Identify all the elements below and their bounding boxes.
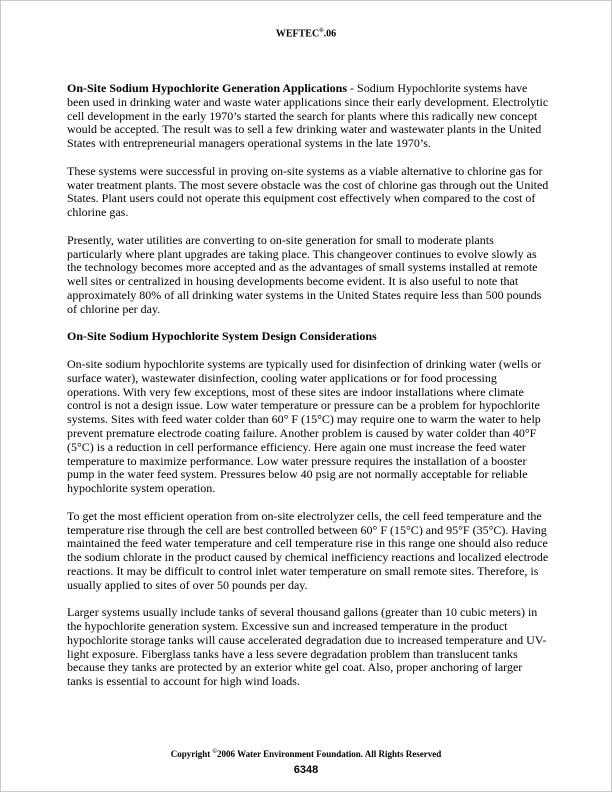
paragraph-generation-applications <box>67 82 550 151</box>
paragraph-larger-systems: Larger systems usually include tanks of several thousand gallons (greater than 10 cubic meters) in the hypochlorite generation system. Excessive sun and increased temperature in the product hypochlorite storage tanks will cause accelerated degradation due to increased temperature and UV-light exposure. Fiberglass tanks have a less severe degradation problem than translucent tanks because they tanks are protected by an exterior white gel coat. Also, proper anchoring of larger tanks is essential to account for high wind loads. <box>67 605 547 689</box>
copyright-text: 2006 Water Environment Foundation. All Rights Reserved <box>216 749 442 759</box>
header-brand: WEFTEC <box>275 28 320 40</box>
copyright-line <box>1 747 611 759</box>
header-edition: .06 <box>323 28 337 40</box>
page-footer <box>1 747 611 776</box>
paragraph-typical-uses: On-site sodium hypochlorite systems are typically used for disinfection of drinking water (wells or surface water), wastewater disinfection, cooling water applications or for food processing operations. With very few exceptions, most of these sites are indoor installations where climate control is not a design issue. Low water temperature or pressure can be a problem for hypochlorite systems. Sites with feed water colder than 60° F (15°C) may require one to warm the water to help prevent premature electrode coating failure. Another problem is caused by water colder than 40°F (5°C) is a reduction in cell performance efficiency. Here again one must increase the feed water temperature to maximize performance. Low water pressure requires the installation of a booster pump in the water feed system. Pressures below 40 psig are not normally acceptable for reliable hypochlorite system operation. <box>67 356 542 496</box>
paragraph-lead-in-text: - Sodium Hypochlorite systems have been used in drinking water and waste water applications since their early development. Electrolytic cell development in the early 1970’s started the search for plants where this radically new concept would be accepted. The result was to sell a few drinking water and wastewater plants in the United States with entrepreneurial managers operational systems in the late 1970’s. <box>67 81 549 151</box>
registered-trademark-symbol: ® <box>319 28 324 34</box>
paragraph-systems-successful: These systems were successful in proving on-site systems as a viable alternative to chlorine gas for water treatment plants. The most severe obstacle was the cost of chlorine gas through out the United States. Plant users could not operate this equipment cost effectively when compared to the cost of chlorine gas. <box>67 163 549 220</box>
copyright-symbol: © <box>212 749 217 755</box>
copyright-prefix: Copyright <box>170 749 213 759</box>
page-number: 6348 <box>293 764 319 776</box>
document-body <box>67 82 550 703</box>
section-heading-design-considerations: On-Site Sodium Hypochlorite System Design Considerations <box>67 329 377 344</box>
paragraph-efficient-operation: To get the most efficient operation from on-site electrolyzer cells, the cell feed temperature and the temperature rise through the cell are best controlled between 60° F (15°C) and 95°F (35°C). Having maintained the feed water temperature and cell temperature rise in this range one should also reduce the sodium chlorate in the product caused by chemical inefficiency reactions and localized electrode reactions. It may be difficult to control inlet water temperature on small remote sites. Therefore, is usually applied to sites of over 50 pounds per day. <box>67 508 549 592</box>
paragraph-lead-in-heading: On-Site Sodium Hypochlorite Generation Applications <box>67 81 348 95</box>
page-header <box>1 26 611 39</box>
paragraph-presently-utilities: Presently, water utilities are converting to on-site generation for small to moderate plants particularly where plant upgrades are taking place. This changeover continues to evolve slowly as the technology becomes more accepted and as the advantages of small systems installed at remote well sites or centralized in housing developments become evident. It is also useful to note that approximately 80% of all drinking water systems in the United States require less than 500 pounds of chlorine per day. <box>67 232 542 316</box>
